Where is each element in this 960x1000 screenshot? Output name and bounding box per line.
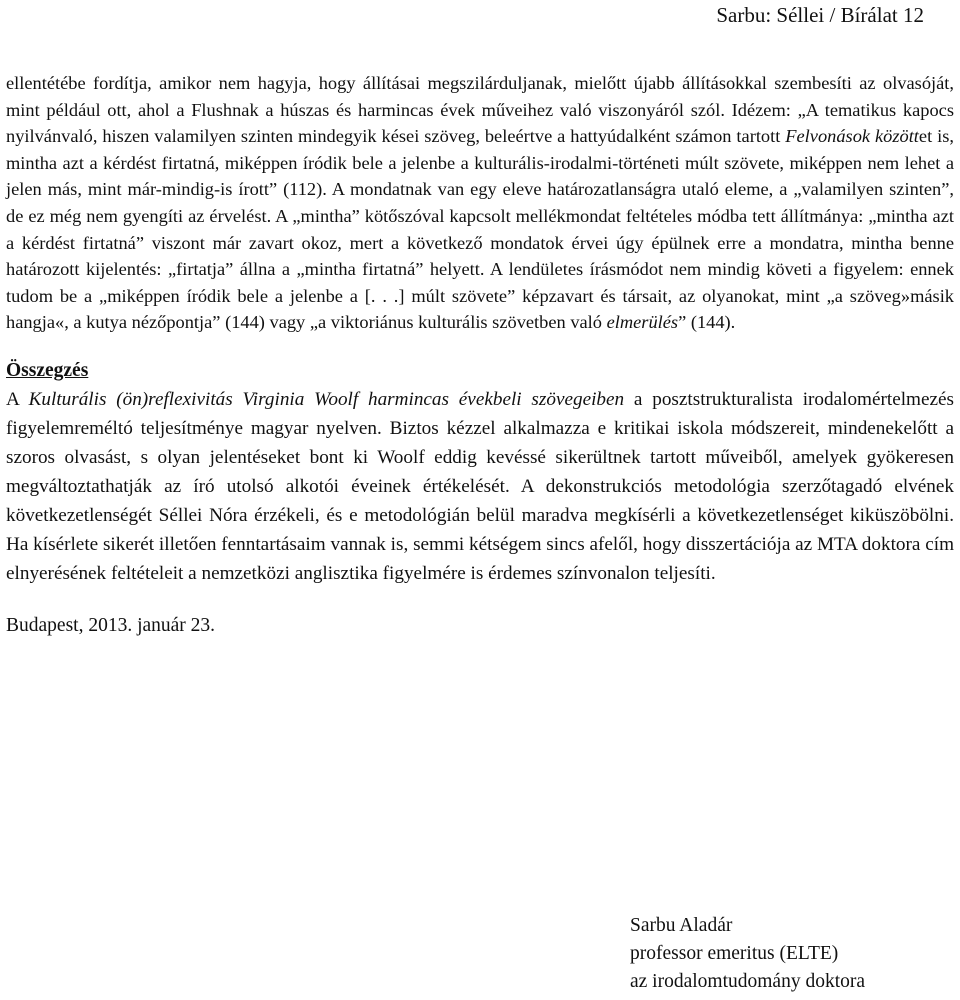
dissertation-title-italic: Kulturális (ön)reflexivitás Virginia Woolf harmincas évekbeli szövegeiben bbox=[28, 388, 625, 410]
book-title-italic: Felvonások között bbox=[785, 126, 919, 147]
paragraph-text: et is, mintha azt a kérdést firtatná, miképpen íródik bele a jelenbe a kulturális-irodalmi-történeti múlt szövete, miképpen nem lehet a jelen más, mint már-mindig-is írott” (112). A mondatnak van egy eleve határozatlanságra utaló eleme, a „valamilyen szinten”, de ez még nem gyengíti az érvelést. A „mintha” kötőszóval kapcsolt mellékmondat feltételes módba tett állítmánya: „mintha azt a kérdést firtatná” viszont már zavart okoz, mert a következő mondatok érvei úgy épülnek erre a mondatra, mintha benne határozott kijelentés: „firtatja” állna a „mintha firtatná” helyett. A lendületes írásmódot nem mindig követi a figyelem: ennek tudom be a „miképpen íródik bele a jelenbe a [. . .] múlt szövete” képzavart és társait, az olyanokat, mint „a szöveg»másik hangja«, a kutya nézőpontja” (144) vagy „a viktoriánus kulturális szövetben való bbox=[6, 126, 954, 333]
signature-name: Sarbu Aladár bbox=[630, 915, 733, 936]
paragraph-text: ” (144). bbox=[678, 312, 736, 333]
signature-block bbox=[630, 912, 865, 996]
signature-degree: az irodalomtudomány doktora bbox=[630, 971, 866, 992]
section-heading: Összegzés bbox=[6, 359, 89, 381]
document-body bbox=[6, 42, 954, 640]
running-header: Sarbu: Séllei / Bírálat 12 bbox=[716, 3, 924, 27]
paragraph-text: ellentétébe fordítja, amikor nem hagyja, hogy állításai megszilárduljanak, mielőtt újabb állításokkal szembesíti az olvasóját, mint például ott, ahol a Flushnak a húszas és harmincas évek műveihez való viszonyáról szól. Idézem: „A tematikus kapocs nyilvánvaló, hiszen valamilyen szinten mindegyik kései szöveg, beleértve a hattyúdalként számon tartott bbox=[6, 73, 954, 147]
term-italic: elmerülés bbox=[606, 312, 679, 333]
summary-text: A bbox=[6, 388, 29, 410]
signature-title: professor emeritus (ELTE) bbox=[630, 943, 839, 964]
body-paragraph bbox=[6, 70, 954, 336]
place-date: Budapest, 2013. január 23. bbox=[6, 614, 216, 636]
summary-paragraph bbox=[6, 385, 954, 588]
summary-text: a posztstrukturalista irodalomértelmezés figyelemreméltó teljesítménye magyar nyelven. Biztos kézzel alkalmazza e kritikai iskola módszereit, mindenekelőtt a szoros olvasást, s olyan jelentéseket bont ki Woolf eddig kevéssé sikerültnek tartott műveiből, amelyek gyökeresen megváltoztathatják az író utolsó alkotói éveinek értékelését. A dekonstrukciós metodológia szerzőtagadó elvének következetlenségét Séllei Nóra érzékeli, és e metodológián belül maradva megkísérli a következetlenséget kiküszöbölni. Ha kísérlete sikerét illetően fenntartásaim vannak is, semmi kétségem sincs afelől, hogy disszertációja az MTA doktora cím elnyerésének feltételeit a nemzetközi anglisztika figyelmére is érdemes színvonalon teljesíti. bbox=[6, 388, 954, 584]
